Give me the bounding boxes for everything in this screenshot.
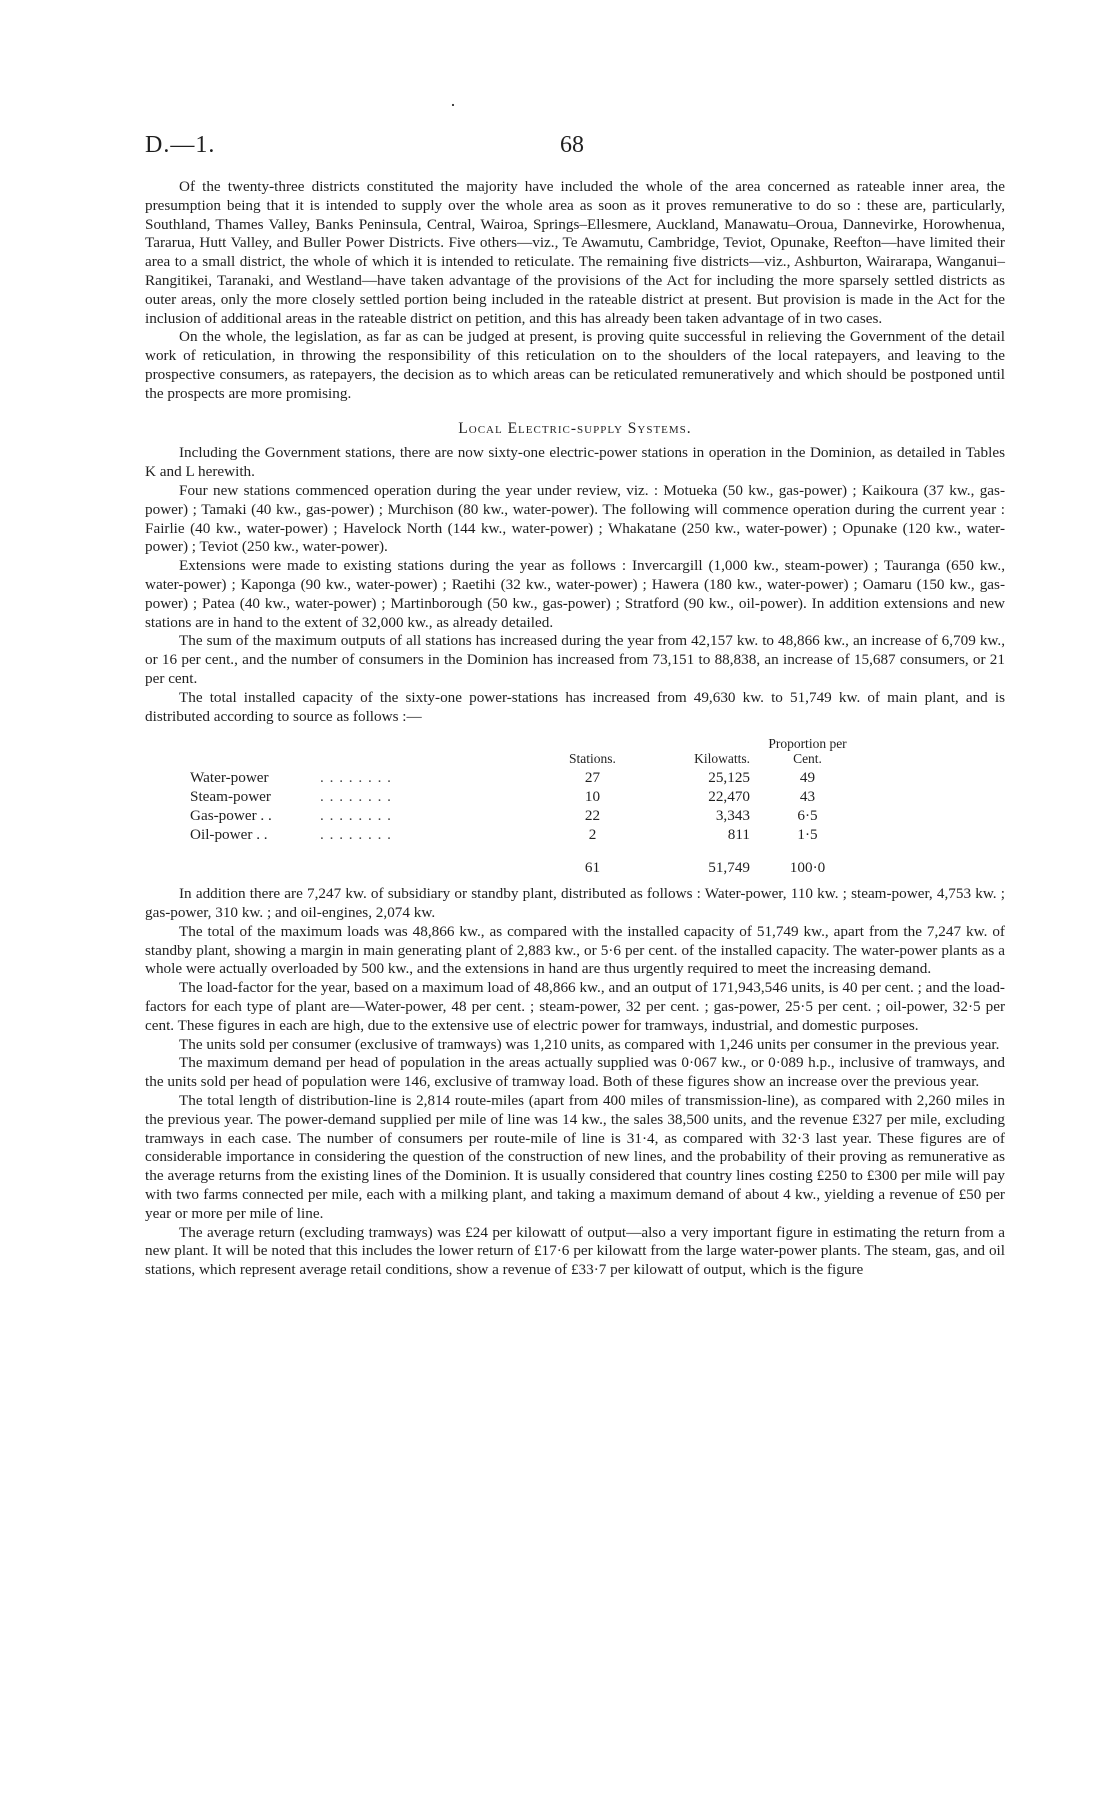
- paragraph: The sum of the maximum outputs of all stations has increased during the year from 42,157 kw. to 48,866 kw., an increase of 6,709 kw., or 16 per cent., and the number of consumers in the Dominion has increased from 73,151 to 88,838, an increase of 15,687 consumers, or 21 per cent.: [145, 632, 1005, 687]
- total-stations: 61: [584, 858, 601, 876]
- table-total-row: [190, 845, 855, 878]
- paragraph: The total installed capacity of the sixty-one power-stations has increased from 49,630 kw. to 51,749 kw. of main plant, and is distributed according to source as follows :—: [145, 688, 1005, 725]
- row-label: Oil-power . .: [190, 825, 268, 843]
- cell-kilowatts: 811: [727, 825, 750, 843]
- document-code: D.—1.: [145, 132, 216, 158]
- paragraph: The total of the maximum loads was 48,866 kw., as compared with the installed capacity of 51,749 kw., apart from the 7,247 kw. of standby plant, showing a margin in main generating plant of 2,883 kw., or 5·6 per cent. of the installed capacity. The water-power plants as a whole were actually overloaded by 500 kw., and the extensions in hand are thus urgently required to meet the increasing demand.: [145, 922, 1005, 978]
- table-header-row: [190, 736, 855, 769]
- total-kilowatts: 51,749: [708, 858, 750, 876]
- table-row: [190, 807, 855, 826]
- cell-percent: 6·5: [797, 806, 818, 824]
- column-header-proportion: Proportion per Cent.: [768, 736, 847, 767]
- cell-percent: 1·5: [797, 825, 818, 843]
- top-dot-mark: ·: [450, 95, 456, 115]
- column-header-stations: Stations.: [569, 751, 616, 767]
- paragraph: The maximum demand per head of population in the areas actually supplied was 0·067 kw., or 0·089 h.p., inclusive of tramways, and the units sold per head of population were 146, exclusive of tramway load. Both of these figures show an increase over the previous year.: [145, 1054, 1005, 1091]
- total-percent: 100·0: [789, 858, 826, 876]
- cell-kilowatts: 25,125: [708, 769, 750, 787]
- paragraph: The total length of distribution-line is 2,814 route-miles (apart from 400 miles of transmission-line), as compared with 2,260 miles in the previous year. The power-demand supplied per mile of line was 14 kw., the sales 38,500 units, and the revenue £327 per mile, excluding tramways in each case. The number of consumers per route-mile of line is 31·4, as compared with 32·3 last year. These figures are of considerable importance in considering the question of the construction of new lines, and the probability of their proving as remunerative as the average returns from the existing lines of the Dominion. It is usually considered that country lines costing £250 to £300 per mile will pay with two farms connected per mile, each with a milking plant, and taking a maximum demand of about 4 kw., yielding a revenue of £50 per year or more per mile of line.: [145, 1092, 1005, 1222]
- cell-percent: 43: [799, 788, 816, 806]
- cell-stations: 27: [584, 769, 601, 787]
- leader-dots: . . . . . . . .: [320, 825, 392, 843]
- cell-percent: 49: [799, 769, 816, 787]
- capacity-by-source-table: [190, 736, 855, 877]
- table-row: [190, 788, 855, 807]
- paragraph: The units sold per consumer (exclusive of tramways) was 1,210 units, as compared with 1,246 units per consumer in the previous year.: [179, 1035, 1000, 1053]
- body-text: [145, 178, 1005, 1280]
- leader-dots: . . . . . . . .: [320, 769, 392, 787]
- paragraph: In addition there are 7,247 kw. of subsidiary or standby plant, distributed as follows : Water-power, 110 kw. ; steam-power, 4,753 kw. ; gas-power, 310 kw. ; and oil-engines, 2,074 kw.: [145, 885, 1005, 922]
- leader-dots: . . . . . . . .: [320, 788, 392, 806]
- cell-kilowatts: 22,470: [708, 788, 750, 806]
- paragraph: Of the twenty-three districts constituted the majority have included the whole of the area concerned as rateable inner area, the presumption being that it is intended to supply over the whole area as soon as it proves remunerative to do so : these are, particularly, Southland, Thames Valley, Banks Peninsula, Central, Wairoa, Springs–Ellesmere, Auckland, Manawatu–Oroua, Dannevirke, Horowhenua, Tararua, Hutt Valley, and Buller Power Districts. Five others—viz., Te Awamutu, Cambridge, Teviot, Opunake, Reefton—have limited their area to a small district, the whole of which it is intended to reticulate. The remaining five districts—viz., Ashburton, Wairarapa, Wanganui–Rangitikei, Taranaki, and Westland—have taken advantage of the provisions of the Act for including the more sparsely settled districts as outer areas, only the more closely settled portion being included in the rateable district at present. But provision is made in the Act for the inclusion of additional areas in the rateable district on petition, and this has already been taken advantage of in two cases.: [145, 178, 1005, 327]
- cell-stations: 2: [588, 825, 597, 843]
- paragraph: Four new stations commenced operation during the year under review, viz. : Motueka (50 kw., gas-power) ; Kaikoura (37 kw., gas-power) ; Tamaki (40 kw., gas-power) ; Murchison (80 kw., water-power). The following will commence operation during the current year : Fairlie (40 kw., water-power) ; Havelock North (144 kw., water-power) ; Whakatane (250 kw., water-power) ; Opunake (120 kw., water-power) ; Teviot (250 kw., water-power).: [145, 481, 1005, 556]
- row-label: Water-power: [190, 769, 269, 787]
- table-row: [190, 769, 855, 788]
- leader-dots: . . . . . . . .: [320, 806, 392, 824]
- page-number: 68: [560, 132, 584, 158]
- paragraph: The load-factor for the year, based on a maximum load of 48,866 kw., and an output of 171,943,546 units, is 40 per cent. ; and the load-factors for each type of plant are—Water-power, 48 per cent. ; steam-power, 32 per cent. ; gas-power, 25·5 per cent. ; oil-power, 32·5 per cent. These figures in each are high, due to the extensive use of electric power for tramways, industrial, and domestic purposes.: [145, 979, 1005, 1034]
- paragraph: The average return (excluding tramways) was £24 per kilowatt of output—also a very important figure in estimating the return from a new plant. It will be noted that this includes the lower return of £17·6 per kilowatt from the large water-power plants. The steam, gas, and oil stations, which represent average retail conditions, show a revenue of £33·7 per kilowatt of output, which is the figure: [145, 1223, 1005, 1279]
- paragraph: Including the Government stations, there are now sixty-one electric-power stations in operation in the Dominion, as detailed in Tables K and L herewith.: [145, 444, 1005, 481]
- row-label: Steam-power: [190, 788, 271, 806]
- paragraph: On the whole, the legislation, as far as can be judged at present, is proving quite successful in relieving the Government of the detail work of reticulation, in throwing the responsibility of this reticulation on to the shoulders of the local ratepayers, and leaving to the prospective consumers, as ratepayers, the decision as to which areas can be reticulated remuneratively and which should be postponed until the prospects are more promising.: [145, 328, 1005, 402]
- column-header-kilowatts: Kilowatts.: [694, 751, 750, 767]
- cell-kilowatts: 3,343: [715, 806, 750, 824]
- cell-stations: 22: [584, 806, 601, 824]
- page-header: [145, 132, 1005, 162]
- section-heading: Local Electric-supply Systems.: [458, 419, 692, 437]
- table-row: [190, 826, 855, 845]
- paragraph: Extensions were made to existing stations during the year as follows : Invercargill (1,000 kw., steam-power) ; Tauranga (650 kw., water-power) ; Kaponga (90 kw., water-power) ; Raetihi (32 kw., water-power) ; Hawera (180 kw., water-power) ; Oamaru (150 kw., gas-power) ; Patea (40 kw., water-power) ; Martinborough (50 kw., gas-power) ; Stratford (90 kw., oil-power). In addition extensions and new stations are in hand to the extent of 32,000 kw., as already detailed.: [145, 557, 1005, 631]
- row-label: Gas-power . .: [190, 806, 272, 824]
- cell-stations: 10: [584, 788, 601, 806]
